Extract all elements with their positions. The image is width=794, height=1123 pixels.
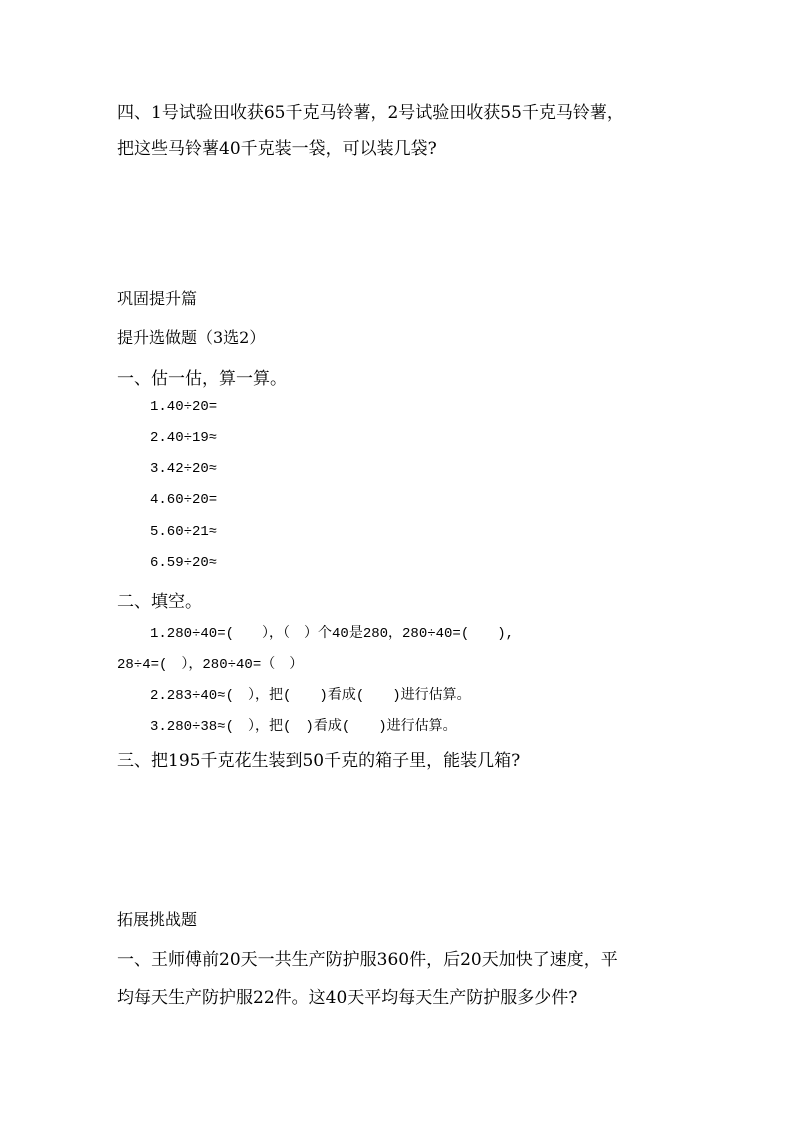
- challenge-q1-line1: 一、王师傅前20天一共生产防护服360件，后20天加快了速度，平: [117, 950, 618, 970]
- challenge-q1-line2: 均每天生产防护服22件。这40天平均每天生产防护服多少件?: [117, 988, 578, 1008]
- q1-item-5: 5.60÷21≈: [150, 524, 218, 540]
- consolidate-subheading: 提升选做题（3选2）: [117, 328, 266, 347]
- q1-item-3: 3.42÷20≈: [150, 461, 218, 477]
- q3-title: 三、把195千克花生装到50千克的箱子里，能装几箱?: [117, 751, 521, 771]
- consolidate-heading: 巩固提升篇: [117, 289, 198, 308]
- q1-item-2: 2.40÷19≈: [150, 430, 218, 446]
- q1-item-4: 4.60÷20=: [150, 492, 218, 508]
- challenge-heading: 拓展挑战题: [117, 910, 198, 929]
- q2-item3: 3.280÷38≈( ），把( )看成( )进行估算。: [150, 719, 457, 735]
- q2-item1-line1: 1.280÷40=( ），（ ）个40是280，280÷40=( ),: [150, 626, 515, 642]
- q1-title: 一、估一估，算一算。: [117, 369, 287, 389]
- section4-line2: 把这些马铃薯40千克装一袋，可以装几袋?: [117, 139, 437, 159]
- section4-line1: 四、1号试验田收获65千克马铃薯，2号试验田收获55千克马铃薯，: [117, 103, 624, 123]
- q2-item1-line2: 28÷4=( ），280÷40=（ ）: [117, 657, 304, 673]
- q2-title: 二、填空。: [117, 592, 202, 612]
- q2-item2: 2.283÷40≈( ），把( )看成( )进行估算。: [150, 688, 471, 704]
- q1-item-6: 6.59÷20≈: [150, 555, 218, 571]
- q1-item-1: 1.40÷20=: [150, 399, 218, 415]
